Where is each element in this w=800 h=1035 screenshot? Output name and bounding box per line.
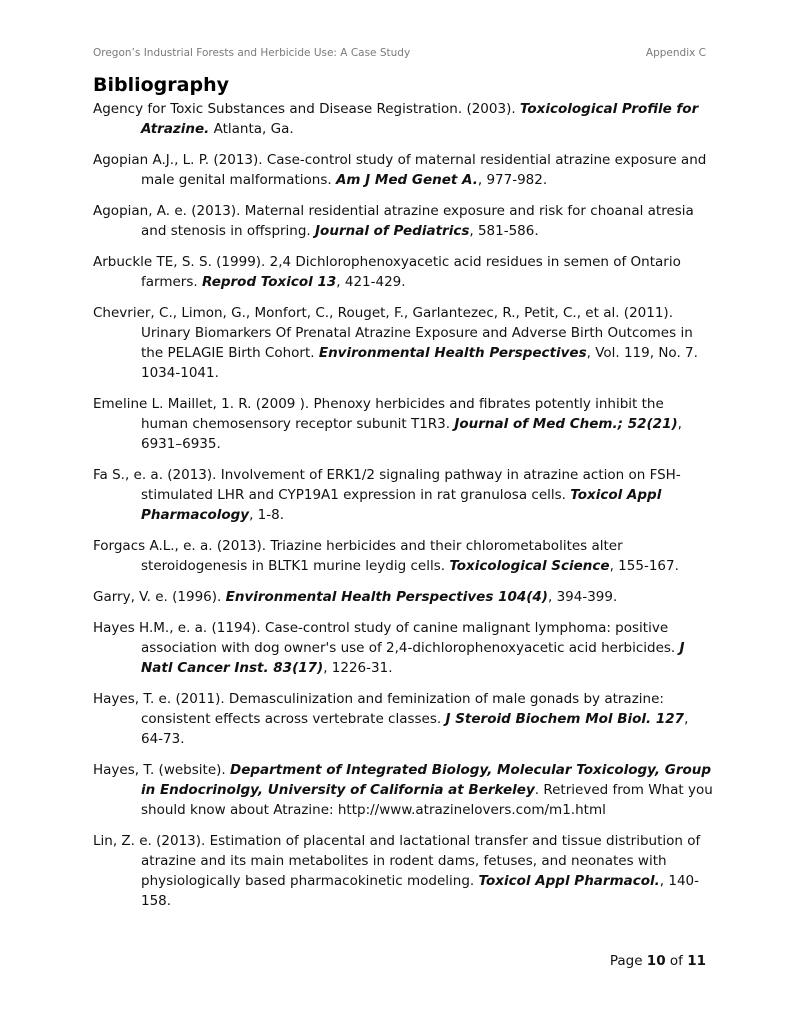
running-header-title: Oregon’s Industrial Forests and Herbicide Use: A Case Study	[93, 47, 411, 59]
bibliography-entry: Hayes, T. (website). Department of Integrated Biology, Molecular Toxicology, Group in Endocrinolgy, University of California at Berkeley. Retrieved from What you should know about Atrazine: http://www.atrazinelovers.com/m1.html	[93, 762, 713, 818]
running-header-appendix: Appendix C	[645, 47, 706, 59]
page-number: Page 10 of 11	[609, 953, 706, 969]
bibliography-entry: Lin, Z. e. (2013). Estimation of placental and lactational transfer and tissue distribution of atrazine and its main metabolites in rodent dams, fetuses, and neonates with physiologically based pharmacokinetic modeling. Toxicol Appl Pharmacol., 140-158.	[93, 833, 701, 909]
bibliography-entry: Hayes, T. e. (2011). Demasculinization and feminization of male gonads by atrazine: consistent effects across vertebrate classes. J Steroid Biochem Mol Biol. 127, 64-73.	[93, 691, 689, 747]
bibliography-entry: Chevrier, C., Limon, G., Monfort, C., Rouget, F., Garlantezec, R., Petit, C., et al. (2011). Urinary Biomarkers Of Prenatal Atrazine Exposure and Adverse Birth Outcomes in the PELAGIE Birth Cohort. Environmental Health Perspectives, Vol. 119, No. 7. 1034-1041.	[93, 305, 698, 381]
bibliography-entry: Garry, V. e. (1996). Environmental Health Perspectives 104(4), 394-399.	[93, 589, 618, 605]
bibliography-list	[93, 99, 713, 922]
bibliography-entry: Hayes H.M., e. a. (1194). Case-control study of canine malignant lymphoma: positive association with dog owner's use of 2,4-dichlorophenoxyacetic acid herbicides. J Natl Cancer Inst. 83(17), 1226-31.	[93, 620, 685, 676]
page-title: Bibliography	[93, 74, 229, 96]
bibliography-entry: Agopian, A. e. (2013). Maternal residential atrazine exposure and risk for choanal atresia and stenosis in offspring. Journal of Pediatrics, 581-586.	[93, 203, 694, 239]
bibliography-entry: Forgacs A.L., e. a. (2013). Triazine herbicides and their chlorometabolites alter steroidogenesis in BLTK1 murine leydig cells. Toxicological Science, 155-167.	[93, 538, 679, 574]
bibliography-entry: Emeline L. Maillet, 1. R. (2009 ). Phenoxy herbicides and fibrates potently inhibit the human chemosensory receptor subunit T1R3. Journal of Med Chem.; 52(21), 6931–6935.	[93, 396, 682, 452]
bibliography-entry: Agopian A.J., L. P. (2013). Case-control study of maternal residential atrazine exposure and male genital malformations. Am J Med Genet A., 977-982.	[93, 152, 707, 188]
bibliography-entry: Arbuckle TE, S. S. (1999). 2,4 Dichlorophenoxyacetic acid residues in semen of Ontario farmers. Reprod Toxicol 13, 421-429.	[93, 254, 681, 290]
bibliography-entry: Fa S., e. a. (2013). Involvement of ERK1/2 signaling pathway in atrazine action on FSH-stimulated LHR and CYP19A1 expression in rat granulosa cells. Toxicol Appl Pharmacology, 1-8.	[93, 467, 681, 523]
bibliography-entry: Agency for Toxic Substances and Disease Registration. (2003). Toxicological Profile for Atrazine. Atlanta, Ga.	[93, 101, 699, 137]
